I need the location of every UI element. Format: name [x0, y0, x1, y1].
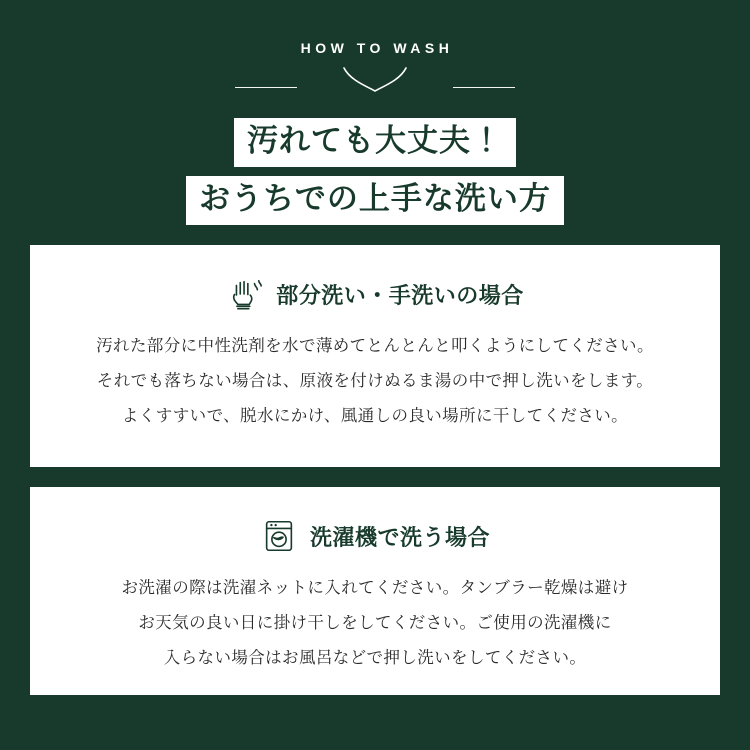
bracket-squiggle-icon: [340, 66, 410, 94]
body-line: お洗濯の際は洗濯ネットに入れてください。タンブラー乾燥は避け: [121, 579, 629, 597]
headline-line-1: 汚れても大丈夫！: [234, 118, 516, 167]
section-body: [54, 329, 696, 434]
section-header: [54, 275, 696, 313]
hand-wash-icon: [226, 275, 264, 313]
section-card-machine-wash: [30, 487, 720, 695]
body-line: よくすすいで、脱水にかけ、風通しの良い場所に干してください。: [121, 406, 629, 425]
eyebrow-label: HOW TO WASH: [300, 40, 454, 56]
section-header: [54, 517, 696, 555]
eyebrow-block: [0, 40, 750, 58]
body-line: 汚れた部分に中性洗剤を水で薄めてとんとんと叩くようにしてください。: [96, 337, 654, 355]
washing-machine-icon: [260, 517, 298, 555]
eyebrow-rule-left: [235, 87, 297, 88]
eyebrow-rule-right: [453, 87, 515, 88]
body-line: お天気の良い日に掛け干しをしてください。ご使用の洗濯機に: [138, 613, 612, 632]
section-title: 洗濯機で洗う場合: [309, 524, 490, 550]
section-body: [54, 571, 696, 676]
section-title: 部分洗い・手洗いの場合: [276, 282, 524, 308]
body-line: 入らない場合はお風呂などで押し洗いをしてください。: [163, 648, 587, 667]
section-card-hand-wash: [30, 245, 720, 467]
page-title: [0, 118, 750, 234]
headline-line-2: おうちでの上手な洗い方: [186, 176, 564, 225]
body-line: それでも落ちない場合は、原液を付けぬるま湯の中で押し洗いをします。: [96, 371, 654, 390]
